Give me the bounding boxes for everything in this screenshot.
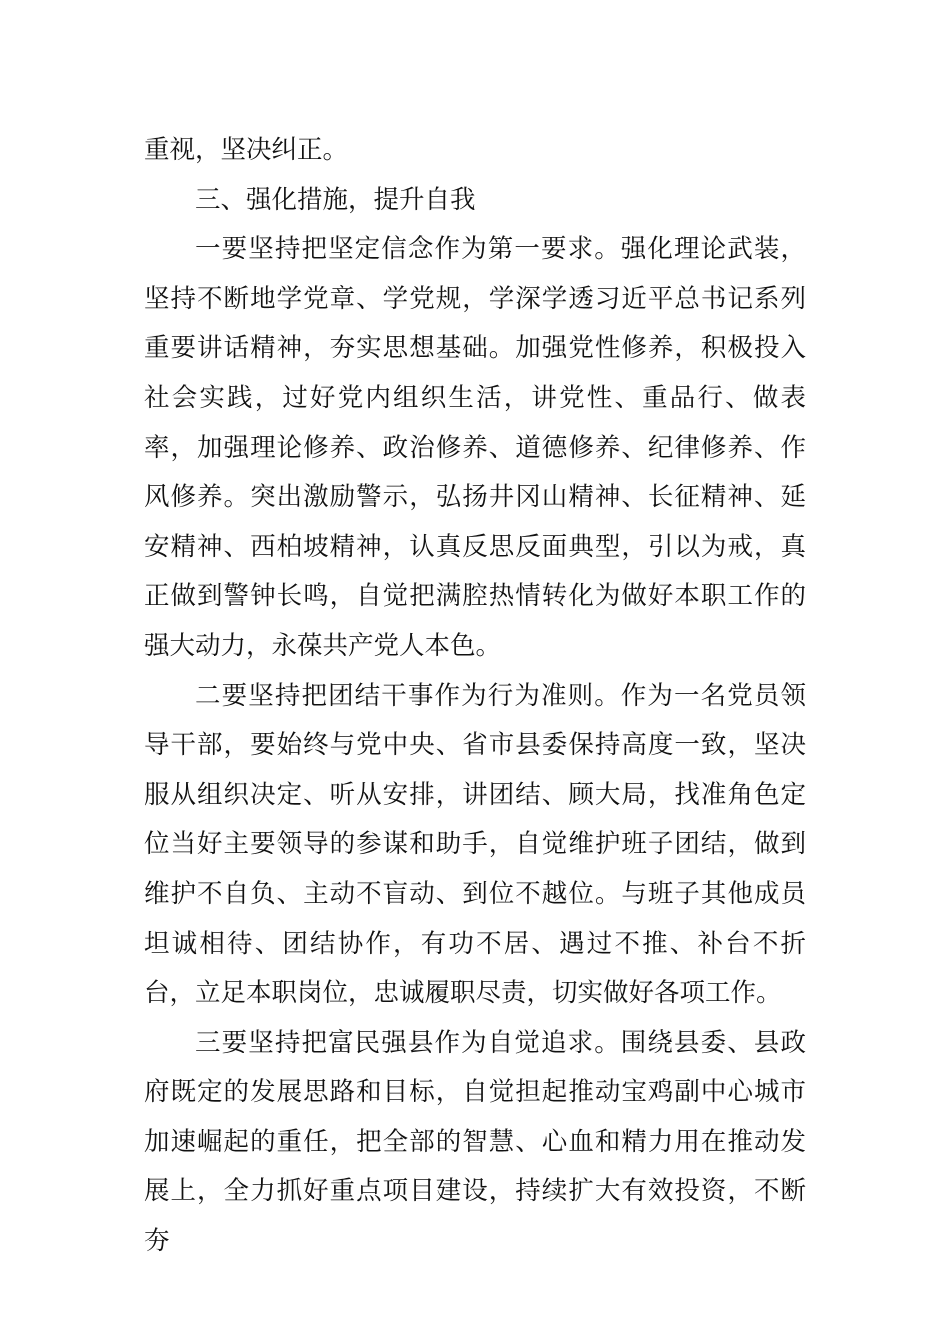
paragraph-third-requirement: 三要坚持把富民强县作为自觉追求。围绕县委、县政府既定的发展思路和目标，自觉担起推动宝鸡副中心城市加速崛起的重任，把全部的智慧、心血和精力用在推动发展上，全力抓好重点项目建设，持续扩大有效投资，不断夯 xyxy=(144,1027,806,1257)
section-heading: 三、强化措施，提升自我 xyxy=(195,184,476,215)
paragraph-second-requirement: 二要坚持把团结干事作为行为准则。作为一名党员领导干部，要始终与党中央、省市县委保持高度一致，坚决服从组织决定、听从安排，讲团结、顾大局，找准角色定位当好主要领导的参谋和助手，自觉维护班子团结，做到维护不自负、主动不盲动、到位不越位。与班子其他成员坦诚相待、团结协作，有功不居、遇过不推、补台不折台，立足本职岗位，忠诚履职尽责，切实做好各项工作。 xyxy=(144,680,806,1009)
paragraph-continuation: 重视，坚决纠正。 xyxy=(144,135,349,165)
document-body xyxy=(144,126,806,1267)
paragraph-first-requirement: 一要坚持把坚定信念作为第一要求。强化理论武装，坚持不断地学党章、学党规，学深学透习近平总书记系列重要讲话精神，夯实思想基础。加强党性修养，积极投入社会实践，过好党内组织生活，讲党性、重品行、做表率，加强理论修养、政治修养、道德修养、纪律修养、作风修养。突出激励警示，弘扬井冈山精神、长征精神、延安精神、西柏坡精神，认真反思反面典型，引以为戒，真正做到警钟长鸣，自觉把满腔热情转化为做好本职工作的强大动力，永葆共产党人本色。 xyxy=(144,234,806,661)
